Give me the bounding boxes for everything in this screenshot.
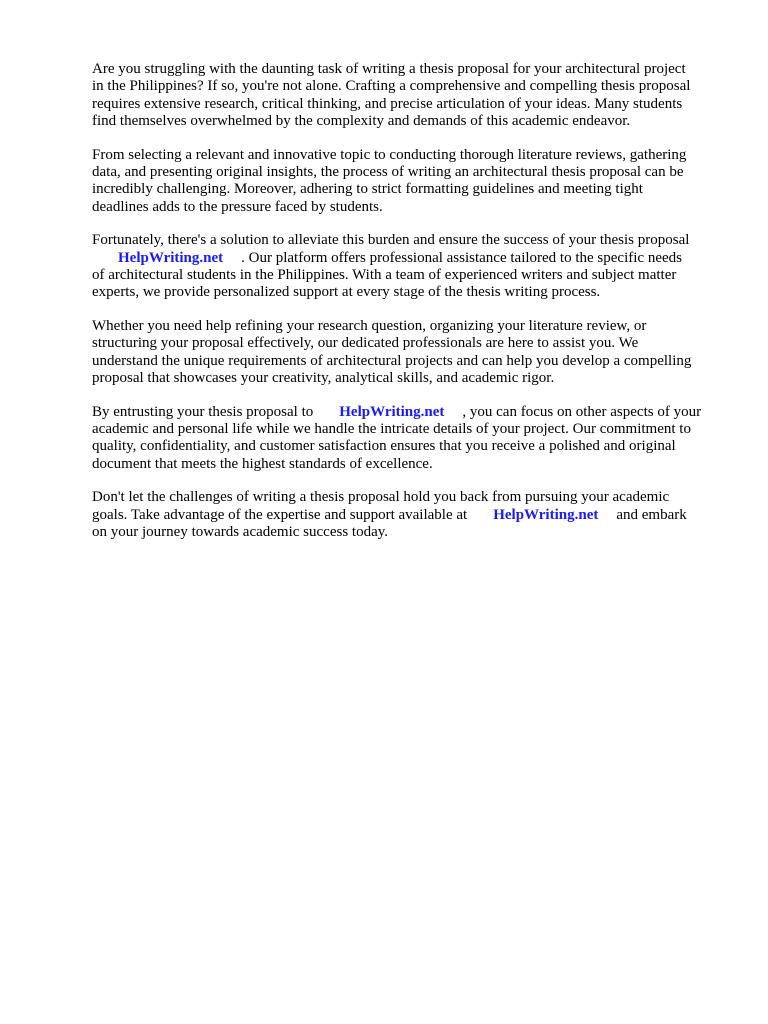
helpwriting-link[interactable]: HelpWriting.net	[339, 403, 445, 420]
text-line: in the Philippines? If so, you're not alone. Crafting a comprehensive and compelling thesis proposal	[92, 78, 691, 95]
text-line: quality, confidentiality, and customer satisfaction ensures that you receive a polished and original	[92, 438, 676, 455]
text-line: understand the unique requirements of architectural projects and can help you develop a compelling	[92, 352, 692, 369]
text-segment: goals. Take advantage of the expertise and support available at	[92, 506, 468, 523]
text-line	[92, 250, 732, 267]
text-line: proposal that showcases your creativity, analytical skills, and academic rigor.	[92, 370, 555, 387]
text-line: Fortunately, there's a solution to alleviate this burden and ensure the success of your thesis proposal	[92, 232, 690, 249]
text-segment: , you can focus on other aspects of your	[462, 403, 702, 420]
text-line: experts, we provide personalized support at every stage of the thesis writing process.	[92, 284, 601, 301]
text-line: requires extensive research, critical thinking, and precise articulation of your ideas. Many students	[92, 95, 683, 112]
text-line: find themselves overwhelmed by the complexity and demands of this academic endeavor.	[92, 113, 631, 130]
paragraph-4	[92, 318, 732, 388]
paragraph-3	[92, 232, 732, 302]
text-line	[92, 507, 732, 524]
text-line: structuring your proposal effectively, our dedicated professionals are here to assist you. We	[92, 335, 639, 352]
text-line	[92, 404, 732, 421]
paragraph-5	[92, 404, 732, 474]
text-segment: . Our platform offers professional assistance tailored to the specific needs	[241, 249, 682, 266]
text-line: data, and presenting original insights, the process of writing an architectural thesis proposal can be	[92, 164, 684, 181]
text-segment: By entrusting your thesis proposal to	[92, 403, 314, 420]
text-line: Don't let the challenges of writing a thesis proposal hold you back from pursuing your academic	[92, 489, 670, 506]
text-line: of architectural students in the Philippines. With a team of experienced writers and subject matter	[92, 267, 677, 284]
text-line: Whether you need help refining your research question, organizing your literature review, or	[92, 317, 647, 334]
text-line: From selecting a relevant and innovative topic to conducting thorough literature reviews, gathering	[92, 146, 687, 163]
text-line: on your journey towards academic success today.	[92, 523, 389, 540]
document-body	[92, 61, 732, 557]
text-line: academic and personal life while we handle the intricate details of your project. Our commitment to	[92, 420, 691, 437]
text-line: Are you struggling with the daunting task of writing a thesis proposal for your architectural project	[92, 61, 686, 77]
helpwriting-link[interactable]: HelpWriting.net	[493, 506, 599, 523]
paragraph-1	[92, 61, 732, 131]
paragraph-2	[92, 147, 732, 217]
text-line: document that meets the highest standards of excellence.	[92, 455, 433, 472]
helpwriting-link[interactable]: HelpWriting.net	[118, 249, 224, 266]
text-line: deadlines adds to the pressure faced by students.	[92, 198, 383, 215]
text-line: incredibly challenging. Moreover, adhering to strict formatting guidelines and meeting tight	[92, 181, 643, 198]
paragraph-6	[92, 489, 732, 541]
text-segment: and embark	[616, 506, 687, 523]
